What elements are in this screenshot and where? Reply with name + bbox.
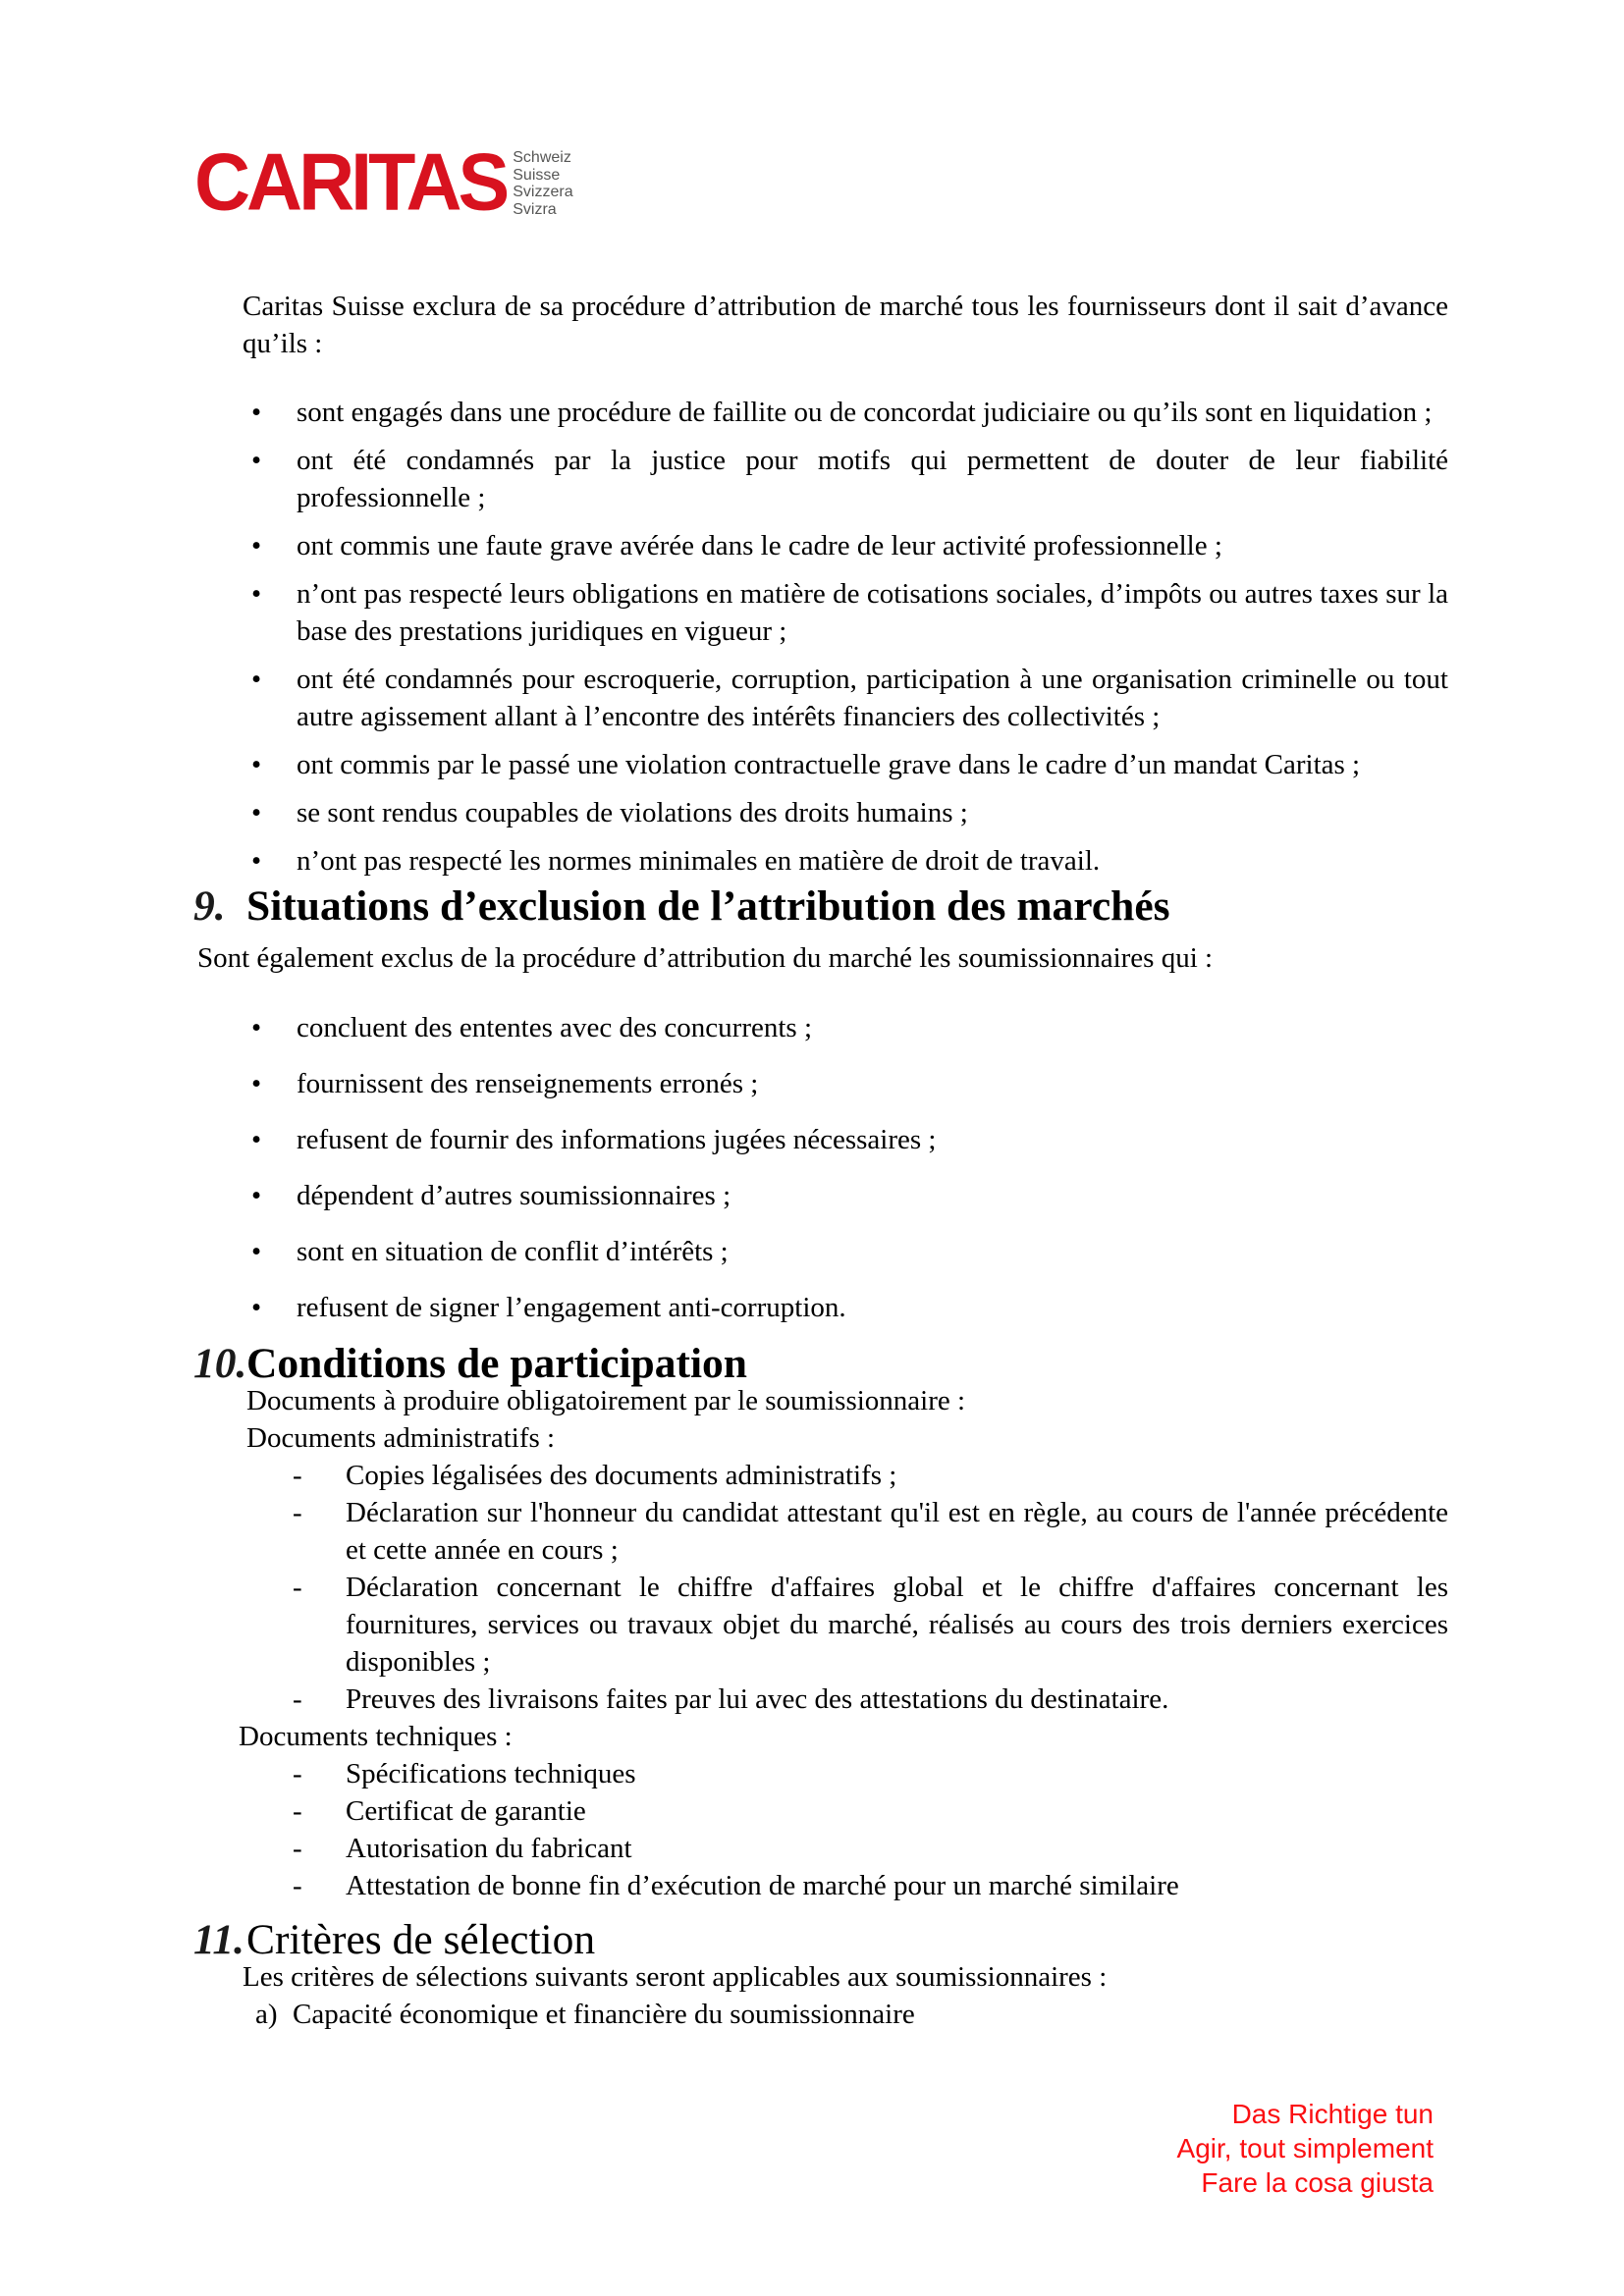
caritas-wordmark: CARITAS [194,135,507,228]
list-item [251,394,1448,431]
list-item-text: dépendent d’autres soumissionnaires ; [297,1180,731,1211]
bullet-icon: • [251,749,262,780]
bullet-icon: • [251,845,262,877]
tech-documents-list [0,1755,1624,1904]
section-9-intro: Sont également exclus de la procédure d’attribution du marché les soumissionnaires qui : [197,942,1214,974]
section-9-heading [193,882,1624,930]
list-item-text: ont commis par le passé une violation contractuelle grave dans le cadre d’un mandat Caritas ; [297,749,1361,780]
dash-icon: - [293,1870,302,1901]
section-number: 11. [193,1916,244,1963]
list-item [251,527,1448,564]
bullet-icon: • [251,530,262,561]
list-item [251,842,1448,880]
slogan-line: Agir, tout simplement [1176,2133,1434,2163]
documents-required-line: Documents à produire obligatoirement par le soumissionnaire : [246,1385,966,1416]
list-item [251,1233,1448,1270]
bullet-icon: • [251,1292,262,1323]
list-item-text: Attestation de bonne fin d’exécution de marché pour un marché similaire [346,1870,1179,1901]
dash-icon: - [293,1460,302,1491]
logo-language-line: Svizra [513,200,557,218]
list-item [293,1792,1448,1830]
list-item-text: Preuves des livraisons faites par lui avec des attestations du destinataire. [346,1683,1169,1715]
list-item-text: ont commis une faute grave avérée dans le cadre de leur activité professionnelle ; [297,530,1222,561]
list-item-text: se sont rendus coupables de violations des droits humains ; [297,797,968,828]
list-item [293,1457,1448,1494]
bullet-icon: • [251,664,262,695]
caritas-logo [194,135,573,228]
bullet-icon: • [251,797,262,828]
bullet-icon: • [251,1124,262,1155]
bullet-icon: • [251,445,262,476]
bullet-icon: • [251,578,262,610]
dash-icon: - [293,1795,302,1827]
list-item [251,1289,1448,1326]
list-item [293,1830,1448,1867]
list-item [293,1755,1448,1792]
section-title: Situations d’exclusion de l’attribution des marchés [246,882,1170,930]
section-10-heading [193,1340,1624,1387]
list-item [293,1681,1448,1718]
list-item [251,1009,1448,1046]
documents-admin-label: Documents administratifs : [246,1422,556,1454]
list-item-text: Copies légalisées des documents administratifs ; [346,1460,897,1491]
list-item-text: Spécifications techniques [346,1758,636,1789]
dash-icon: - [293,1683,302,1715]
list-item [251,1121,1448,1158]
list-item-text: refusent de signer l’engagement anti-corruption. [297,1292,846,1323]
list-item-text: Autorisation du fabricant [346,1833,632,1864]
bullet-icon: • [251,397,262,428]
section-11-intro: Les critères de sélections suivants seront applicables aux soumissionnaires : [243,1961,1108,1993]
list-item-text: ont été condamnés par la justice pour motifs qui permettent de douter de leur fiabilité professionnelle ; [297,445,1448,513]
dash-icon: - [293,1497,302,1528]
admin-documents-list [0,1457,1624,1718]
slogan-line: Fare la cosa giusta [1201,2167,1434,2198]
list-item-text: concluent des ententes avec des concurrents ; [297,1012,813,1043]
logo-language-line: Suisse [513,166,561,184]
intro-paragraph: Caritas Suisse exclura de sa procédure d’attribution de marché tous les fournisseurs dont il sait d’avance qu’ils : [243,291,1448,359]
list-item-text: sont engagés dans une procédure de faillite ou de concordat judiciaire ou qu’ils sont en liquidation ; [297,397,1433,428]
logo-language-line: Svizzera [513,184,573,200]
bullet-icon: • [251,1180,262,1211]
logo-language-list [513,149,572,218]
exclusion-list [0,394,1624,880]
list-item-text: Déclaration sur l'honneur du candidat attestant qu'il est en règle, au cours de l'année précédente et cette année en cours ; [346,1497,1448,1566]
list-item-text: ont été condamnés pour escroquerie, corruption, participation à une organisation criminelle ou tout autre agissement allant à l’encontre des intérêts financiers des collectivités ; [297,664,1448,732]
dash-icon: - [293,1758,302,1789]
section-title: Conditions de participation [246,1340,747,1387]
section-number: 10. [193,1340,247,1387]
list-item-text: refusent de fournir des informations jugées nécessaires ; [297,1124,937,1155]
list-item [251,746,1448,783]
list-item [251,1065,1448,1102]
footer-slogan [1177,2097,1434,2200]
list-item [251,442,1448,516]
list-item-text: Déclaration concernant le chiffre d'affaires global et le chiffre d'affaires concernant les fournitures, services ou travaux objet du marché, réalisés au cours des trois derniers exercices disponibles ; [346,1572,1448,1678]
list-item [251,1177,1448,1214]
additional-exclusion-list [0,1009,1624,1326]
documents-techniques-label: Documents techniques : [239,1721,513,1752]
item-a-text: Capacité économique et financière du soumissionnaire [293,1999,915,2030]
criteria-item-a [255,1996,1451,2033]
section-11-heading [193,1916,1624,1963]
slogan-line: Das Richtige tun [1231,2099,1434,2129]
list-item-text: fournissent des renseignements erronés ; [297,1068,759,1099]
list-item [293,1867,1448,1904]
list-item-text: n’ont pas respecté les normes minimales en matière de droit de travail. [297,845,1101,877]
list-item [293,1494,1448,1569]
dash-icon: - [293,1572,302,1603]
bullet-icon: • [251,1236,262,1267]
list-item-text: sont en situation de conflit d’intérêts ; [297,1236,729,1267]
list-item [293,1569,1448,1681]
section-number: 9. [193,882,226,930]
list-item [251,661,1448,735]
list-item-text: Certificat de garantie [346,1795,586,1827]
bullet-icon: • [251,1012,262,1043]
bullet-icon: • [251,1068,262,1099]
list-item-text: n’ont pas respecté leurs obligations en matière de cotisations sociales, d’impôts ou autres taxes sur la base des prestations juridiques en vigueur ; [297,578,1448,647]
document-body [0,288,1624,2033]
list-item [251,575,1448,650]
list-item [251,794,1448,831]
item-a-marker: a) [255,1999,278,2030]
logo-language-line: Schweiz [513,149,571,166]
section-title: Critères de sélection [246,1916,596,1963]
dash-icon: - [293,1833,302,1864]
